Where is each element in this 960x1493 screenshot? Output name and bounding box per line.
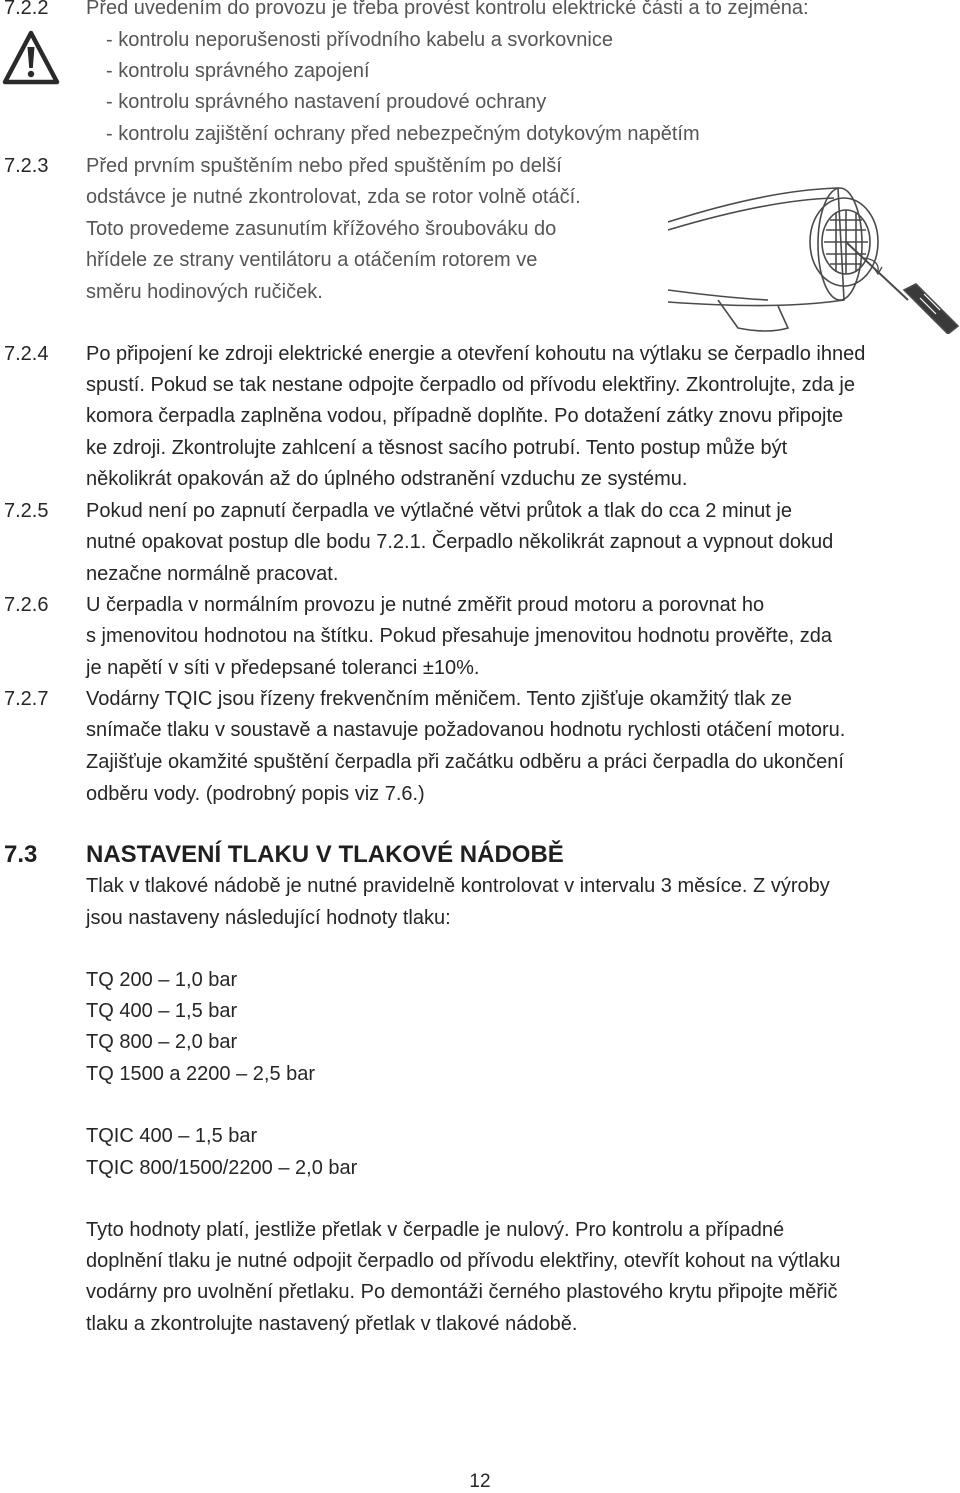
pressure-value: TQ 1500 a 2200 – 2,5 bar [86,1063,316,1085]
paragraph-line: odběru vody. (podrobný popis viz 7.6.) [86,783,425,805]
paragraph-line: ke zdroji. Zkontrolujte zahlcení a těsnost sacího potrubí. Tento postup může být [86,437,788,459]
checklist-item: - kontrolu správného nastavení proudové ochrany [106,91,547,113]
section-heading: NASTAVENÍ TLAKU V TLAKOVÉ NÁDOBĚ [86,841,564,868]
warning-triangle-icon [2,30,60,86]
paragraph-line: vodárny pro uvolnění přetlaku. Po demontáži černého plastového krytu připojte měřič [86,1281,838,1303]
paragraph-line: je napětí v síti v předepsané toleranci ±10%. [86,657,480,679]
pressure-value: TQIC 400 – 1,5 bar [86,1125,258,1147]
paragraph-line: Pokud není po zapnutí čerpadla ve výtlačné větvi průtok a tlak do cca 2 minut je [86,500,792,522]
paragraph-line: Vodárny TQIC jsou řízeny frekvenčním měničem. Tento zjišťuje okamžitý tlak ze [86,688,792,710]
paragraph-line: Před prvním spuštěním nebo před spuštěním po delší [86,155,562,177]
paragraph-line: směru hodinových ručiček. [86,281,323,303]
paragraph-line: s jmenovitou hodnotou na štítku. Pokud přesahuje jmenovitou hodnotu prověřte, zda [86,625,833,647]
paragraph-line: tlaku a zkontrolujte nastavený přetlak v tlakové nádobě. [86,1313,578,1335]
paragraph-line: odstávce je nutné zkontrolovat, zda se rotor volně otáčí. [86,186,581,208]
pressure-value: TQ 200 – 1,0 bar [86,969,238,991]
pressure-value: TQIC 800/1500/2200 – 2,0 bar [86,1157,358,1179]
paragraph-line: Tlak v tlakové nádobě je nutné pravidelně kontrolovat v intervalu 3 měsíce. Z výroby [86,875,830,897]
pressure-value: TQ 400 – 1,5 bar [86,1000,238,1022]
paragraph-line: nezačne normálně pracovat. [86,563,339,585]
paragraph-line: několikrát opakován až do úplného odstranění vzduchu ze systému. [86,468,688,490]
section-number-7-2-6: 7.2.6 [4,594,49,616]
paragraph-line: Zajišťuje okamžité spuštění čerpadla při začátku odběru a práci čerpadla do ukončení [86,751,844,773]
section-number-7-3: 7.3 [4,841,38,868]
checklist-item: - kontrolu zajištění ochrany před nebezpečným dotykovým napětím [106,123,700,145]
section-number-7-2-3: 7.2.3 [4,155,49,177]
checklist-item: - kontrolu neporušenosti přívodního kabelu a svorkovnice [106,29,613,51]
paragraph-line: Toto provedeme zasunutím křížového šroubováku do [86,218,557,240]
paragraph-line: Po připojení ke zdroji elektrické energie a otevření kohoutu na výtlaku se čerpadlo ihned [86,343,866,365]
section-number-7-2-4: 7.2.4 [4,343,49,365]
section-number-7-2-5: 7.2.5 [4,500,49,522]
page-number: 12 [469,1471,491,1492]
paragraph-line: nutné opakovat postup dle bodu 7.2.1. Čerpadlo několikrát zapnout a vypnout dokud [86,531,834,553]
section-number-7-2-2: 7.2.2 [4,0,49,19]
checklist-item: - kontrolu správného zapojení [106,60,370,82]
paragraph-line: Před uvedením do provozu je třeba provést kontrolu elektrické části a to zejména: [86,0,809,19]
paragraph-line: jsou nastaveny následující hodnoty tlaku: [86,907,451,929]
pressure-value: TQ 800 – 2,0 bar [86,1031,238,1053]
paragraph-line: snímače tlaku v soustavě a nastavuje požadovanou hodnotu rychlosti otáčení motoru. [86,719,846,741]
paragraph-line: U čerpadla v normálním provozu je nutné změřit proud motoru a porovnat ho [86,594,765,616]
paragraph-line: hřídele ze strany ventilátoru a otáčením rotorem ve [86,249,538,271]
paragraph-line: komora čerpadla zaplněna vodou, případně doplňte. Po dotažení zátky znovu připojte [86,405,844,427]
paragraph-line: Tyto hodnoty platí, jestliže přetlak v čerpadle je nulový. Pro kontrolu a případné [86,1219,785,1241]
paragraph-line: spustí. Pokud se tak nestane odpojte čerpadlo od přívodu elektřiny. Zkontrolujte, zda je [86,374,855,396]
section-number-7-2-7: 7.2.7 [4,688,49,710]
pump-screwdriver-illustration [668,150,960,334]
paragraph-line: doplnění tlaku je nutné odpojit čerpadlo od přívodu elektřiny, otevřít kohout na výtlaku [86,1250,841,1272]
